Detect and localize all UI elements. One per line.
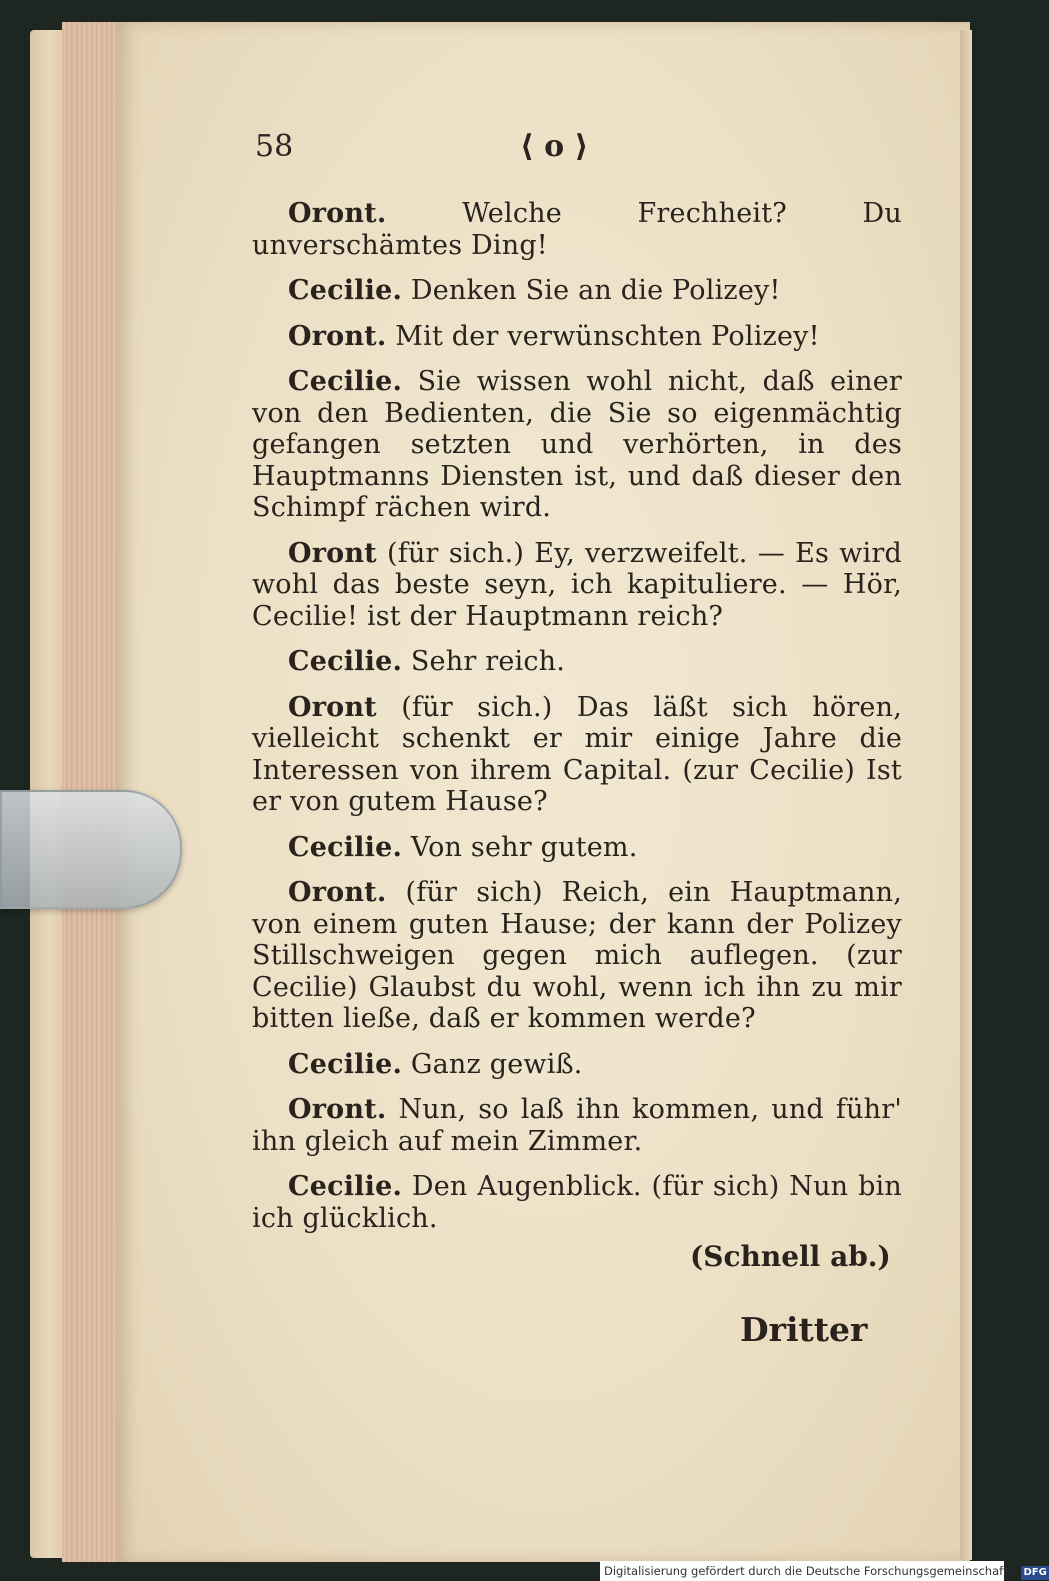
speaker-name: Cecilie. <box>288 646 403 677</box>
dialogue-paragraph <box>252 275 902 307</box>
speech-text: Den Augenblick. (für sich) Nun bin ich glücklich. <box>252 1171 902 1234</box>
speaker-name: Oront. <box>288 877 387 908</box>
speaker-name: Cecilie. <box>288 275 403 306</box>
speech-text: (für sich.) Das läßt sich hören, vielleicht schenkt er mir einige Jahre die Interessen von ihrem Capital. (zur Cecilie) Ist er von gutem Hause? <box>252 691 902 817</box>
speech-text: Sehr reich. <box>410 646 566 677</box>
speaker-name: Cecilie. <box>288 1171 403 1202</box>
speaker-name: Oront. <box>288 1094 387 1125</box>
speaker-name: Oront. <box>288 198 387 229</box>
page-number: 58 <box>255 129 294 164</box>
stage-direction-exit: (Schnell ab.) <box>690 1240 891 1273</box>
speech-text: (für sich) Reich, ein Hauptmann, von einem guten Hause; der kann der Polizey Stillschweigen gegen mich auflegen. (zur Cecilie) Glaubst du wohl, wenn ich ihn zu mir bitten ließe, daß er kommen werde? <box>252 877 902 1034</box>
dialogue-paragraph <box>252 1171 902 1234</box>
speech-text: Nun, so laß ihn kommen, und führ' ihn gleich auf mein Zimmer. <box>252 1094 902 1157</box>
dialogue-paragraph <box>252 832 902 864</box>
dialogue-paragraph <box>252 1049 902 1081</box>
dialogue-text <box>252 198 902 1248</box>
speaker-name: Cecilie. <box>288 1048 403 1080</box>
header-ornament: ⟨ o ⟩ <box>520 129 589 164</box>
dfg-logo-icon: DFG <box>1023 1567 1047 1578</box>
speech-text: Von sehr gutem. <box>410 831 638 863</box>
dialogue-paragraph <box>252 538 902 633</box>
dialogue-paragraph <box>252 1094 902 1157</box>
speech-text: Mit der verwünschten Polizey! <box>395 320 820 352</box>
speech-text: Welche Frechheit? Du unverschämtes Ding! <box>252 198 902 261</box>
speaker-name: Cecilie. <box>288 366 403 397</box>
speech-text: Denken Sie an die Polizey! <box>410 275 781 306</box>
speaker-name: Oront. <box>288 320 387 352</box>
speech-text: Sie wissen wohl nicht, daß einer von den Bedienten, die Sie so eigenmächtig gefangen setzten und verhörten, in des Hauptmanns Diensten ist, und daß dieser den Schimpf rächen wird. <box>252 366 902 523</box>
dialogue-paragraph <box>252 877 902 1035</box>
digitization-footer <box>600 1561 1047 1581</box>
dialogue-paragraph <box>252 321 902 353</box>
dialogue-paragraph <box>252 646 902 678</box>
footer-credit-text: Digitalisierung gefördert durch die Deutsche Forschungsgemeinschaft · <box>604 1564 1015 1578</box>
speech-text: (für sich.) Ey, verzweifelt. — Es wird wohl das beste seyn, ich kapituliere. — Hör, Cecilie! ist der Hauptmann reich? <box>252 537 902 632</box>
page-clip <box>0 790 182 909</box>
page-right-edge <box>960 30 972 1560</box>
catchword: Dritter <box>740 1310 868 1349</box>
speech-text: Ganz gewiß. <box>410 1048 583 1080</box>
dialogue-paragraph <box>252 198 902 261</box>
page-header <box>255 125 905 175</box>
dialogue-paragraph <box>252 366 902 524</box>
dialogue-paragraph <box>252 692 902 818</box>
speaker-name: Cecilie. <box>288 831 403 863</box>
speaker-name: Oront <box>288 691 377 723</box>
speaker-name: Oront <box>288 537 377 569</box>
